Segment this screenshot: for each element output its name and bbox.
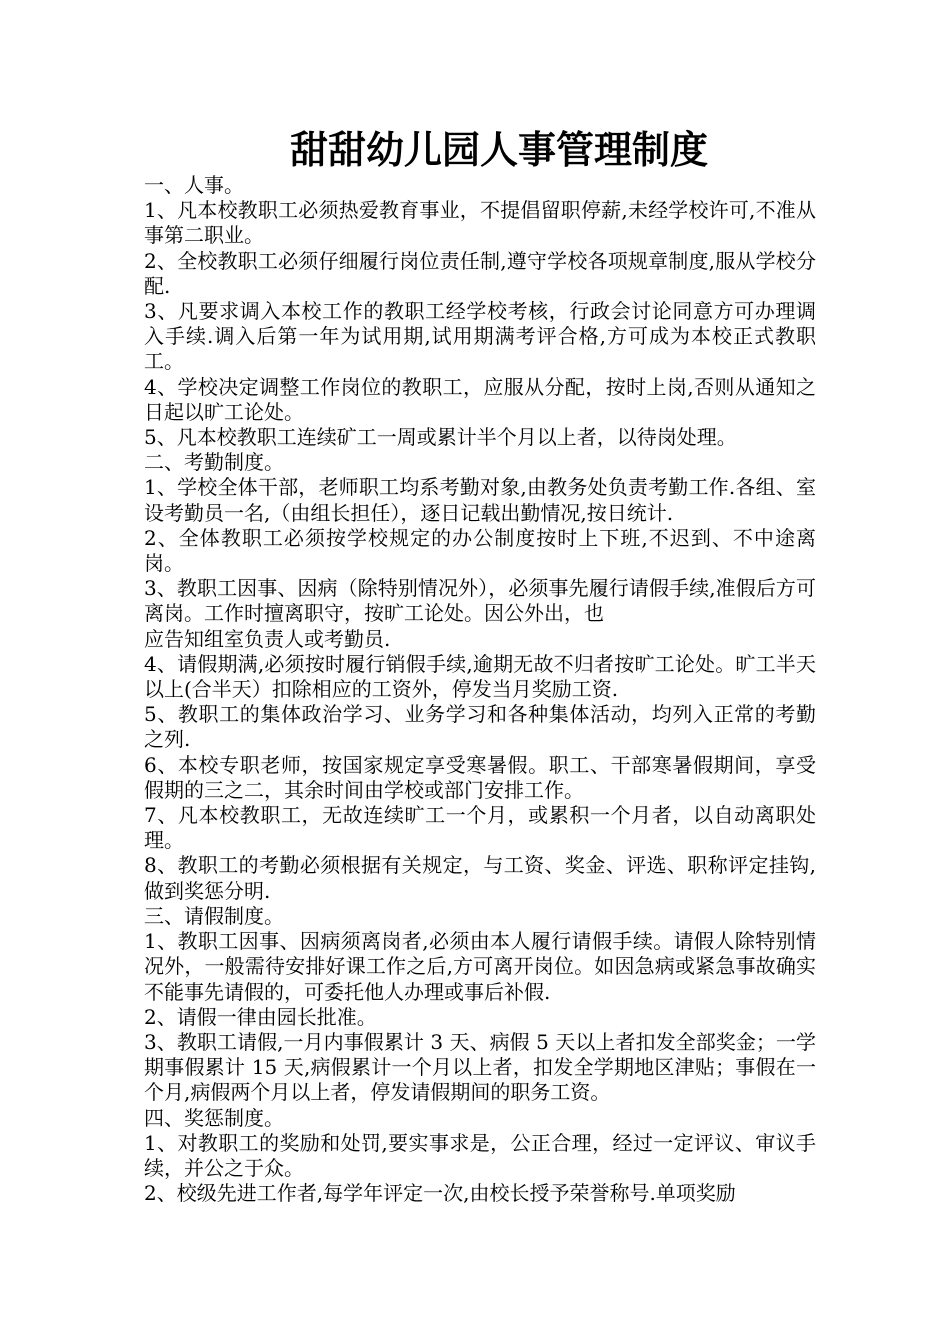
- paragraph: 4、请假期满,必须按时履行销假手续,逾期无故不归者按旷工论处。旷工半天以上(合半天）扣除相应的工资外，停发当月奖励工资.: [144, 651, 816, 702]
- paragraph: 6、本校专职老师，按国家规定享受寒暑假。职工、干部寒暑假期间，享受假期的三之二，其余时间由学校或部门安排工作。: [144, 752, 816, 802]
- paragraph: 2、校级先进工作者,每学年评定一次,由校长授予荣誉称号.单项奖励: [144, 1181, 736, 1206]
- paragraph: 3、凡要求调入本校工作的教职工经学校考核，行政会讨论同意方可办理调入手续.调入后第一年为试用期,试用期满考评合格,方可成为本校正式教职工。: [144, 299, 816, 374]
- paragraph: 7、凡本校教职工，无故连续旷工一个月，或累积一个月者，以自动离职处理。: [144, 803, 816, 853]
- section-heading-personnel: 一、人事。: [144, 173, 244, 197]
- paragraph: 8、教职工的考勤必须根据有关规定，与工资、奖金、评选、职称评定挂钩,做到奖惩分明.: [144, 853, 816, 903]
- section-heading-leave: 三、请假制度。: [144, 903, 284, 928]
- paragraph: 3、教职工请假,一月内事假累计 3 天、病假 5 天以上者扣发全部奖金；一学期事假累计 15 天,病假累计一个月以上者，扣发全学期地区津贴；事假在一个月,病假两个月以上者，停发请假期间的职务工资。: [144, 1029, 816, 1105]
- paragraph: 2、请假一律由园长批准。: [144, 1004, 377, 1029]
- paragraph: 1、学校全体干部，老师职工均系考勤对象,由教务处负责考勤工作.各组、室设考勤员一名,（由组长担任），逐日记载出勤情况,按日统计.: [144, 475, 816, 525]
- paragraph: 5、凡本校教职工连续矿工一周或累计半个月以上者，以待岗处理。: [144, 425, 737, 450]
- paragraph: 3、教职工因事、因病（除特别情况外），必须事先履行请假手续,准假后方可离岗。工作时擅离职守，按旷工论处。因公外出，也 应告知组室负责人或考勤员.: [144, 576, 816, 651]
- paragraph: 4、学校决定调整工作岗位的教职工，应服从分配，按时上岗,否则从通知之日起以旷工论处。: [144, 374, 816, 424]
- paragraph: 2、全体教职工必须按学校规定的办公制度按时上下班,不迟到、不中途离岗。: [144, 525, 816, 576]
- paragraph: 2、全校教职工必须仔细履行岗位责任制,遵守学校各项规章制度,服从学校分配.: [144, 248, 816, 298]
- document-title: 甜甜幼儿园人事管理制度: [290, 128, 709, 172]
- document-body: [144, 173, 816, 1206]
- paragraph: 1、对教职工的奖励和处罚,要实事求是，公正合理，经过一定评议、审议手续，并公之于众。: [144, 1130, 816, 1180]
- section-heading-rewards: 四、奖惩制度。: [144, 1105, 284, 1130]
- paragraph: 5、教职工的集体政治学习、业务学习和各种集体活动，均列入正常的考勤之列.: [144, 702, 816, 752]
- section-heading-attendance: 二、考勤制度。: [144, 450, 284, 475]
- paragraph: 1、教职工因事、因病须离岗者,必须由本人履行请假手续。请假人除特别情况外，一般需待安排好课工作之后,方可离开岗位。如因急病或紧急事故确实不能事先请假的，可委托他人办理或事后补假.: [144, 929, 816, 1004]
- paragraph: 1、凡本校教职工必须热爱教育事业，不提倡留职停薪,未经学校许可,不准从事第二职业。: [144, 198, 816, 248]
